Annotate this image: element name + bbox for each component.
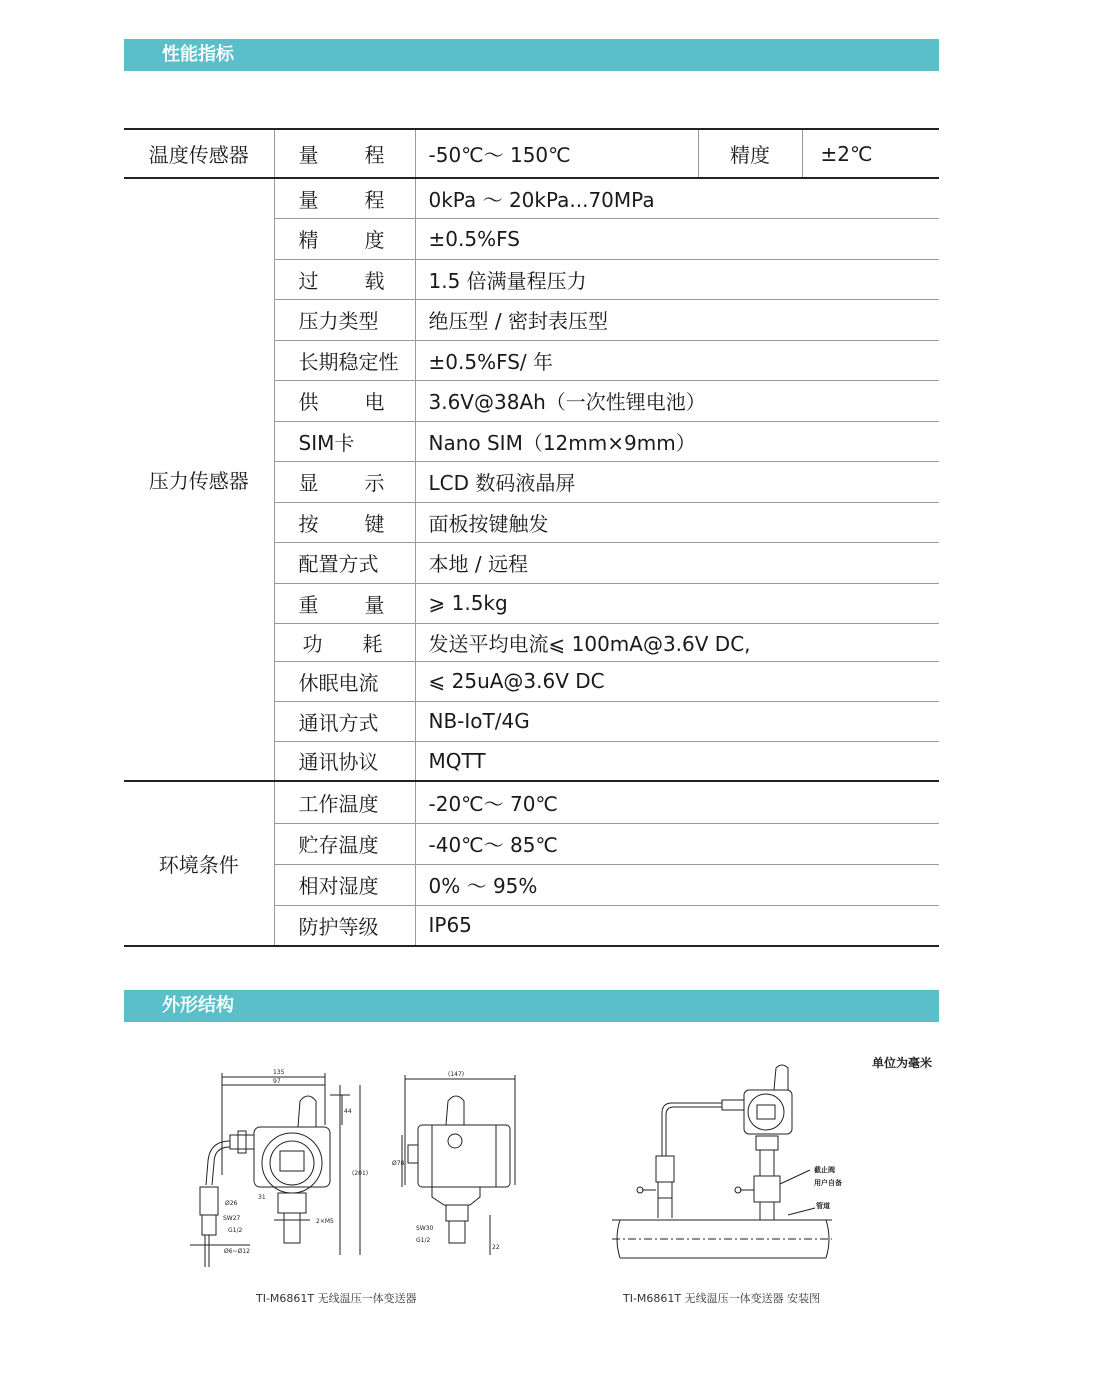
- spec-label: 通讯方式: [274, 701, 415, 741]
- unit-note: 单位为毫米: [872, 1056, 933, 1070]
- table-row: [124, 129, 939, 178]
- dim-label: (201): [352, 1170, 369, 1177]
- table-row: [124, 781, 939, 823]
- spec-label: SIM卡: [274, 421, 415, 461]
- spec-value: 3.6V@38Ah（一次性锂电池）: [415, 380, 939, 421]
- dim-label: 97: [273, 1078, 281, 1085]
- dim-label: Ø26: [225, 1200, 238, 1207]
- spec-label: 过 载: [274, 259, 415, 299]
- spec-label: 相对湿度: [274, 864, 415, 905]
- spec-label: 重 量: [274, 583, 415, 623]
- install-label-pipe: 管道: [816, 1202, 830, 1210]
- spec-label: 长期稳定性: [274, 340, 415, 380]
- dim-label: 2×M5: [316, 1218, 334, 1225]
- dim-label: Ø78: [392, 1160, 405, 1167]
- spec-value: NB-IoT/4G: [415, 701, 939, 741]
- spec-label: 显 示: [274, 461, 415, 502]
- spec-value: 1.5 倍满量程压力: [415, 259, 939, 299]
- spec-value: ±0.5%FS/ 年: [415, 340, 939, 380]
- dim-label: 44: [344, 1108, 352, 1115]
- dim-label: SW30: [416, 1225, 434, 1232]
- spec-label: 通讯协议: [274, 741, 415, 781]
- spec-label: 配置方式: [274, 542, 415, 583]
- precision-value: ±2℃: [802, 129, 939, 178]
- spec-value: 本地 / 远程: [415, 542, 939, 583]
- spec-label: 功 耗: [274, 623, 415, 661]
- spec-label: 休眠电流: [274, 661, 415, 701]
- precision-label: 精度: [698, 129, 802, 178]
- dim-label: G1/2: [416, 1237, 431, 1244]
- spec-value: -20℃～ 70℃: [415, 781, 939, 823]
- drawing-caption: TI-M6861T 无线温压一体变送器 安装图: [623, 1292, 821, 1305]
- group-temperature: 温度传感器: [124, 129, 274, 178]
- spec-value: 面板按键触发: [415, 502, 939, 542]
- dim-label: 31: [258, 1194, 266, 1201]
- group-pressure: 压力传感器: [124, 178, 274, 781]
- spec-value: Nano SIM（12mm×9mm）: [415, 421, 939, 461]
- spec-label: 按 键: [274, 502, 415, 542]
- spec-value: ⩾ 1.5kg: [415, 583, 939, 623]
- spec-label: 压力类型: [274, 299, 415, 340]
- dim-label: Ø6~Ø12: [224, 1248, 250, 1255]
- spec-value: ⩽ 25uA@3.6V DC: [415, 661, 939, 701]
- dim-label: G1/2: [228, 1227, 243, 1234]
- spec-value: ±0.5%FS: [415, 218, 939, 259]
- spec-table: [124, 128, 939, 947]
- table-row: [124, 178, 939, 218]
- group-environment: 环境条件: [124, 781, 274, 946]
- spec-label: 精 度: [274, 218, 415, 259]
- spec-label: 量 程: [274, 129, 415, 178]
- spec-label: 工作温度: [274, 781, 415, 823]
- spec-value: -50℃～ 150℃: [415, 129, 698, 178]
- dim-label: (147): [448, 1071, 465, 1078]
- spec-value: 0% ～ 95%: [415, 864, 939, 905]
- spec-value: 0kPa ～ 20kPa...70MPa: [415, 178, 939, 218]
- spec-value: 绝压型 / 密封表压型: [415, 299, 939, 340]
- install-label-user: 用户自备: [814, 1179, 842, 1187]
- drawing-caption: TI-M6861T 无线温压一体变送器: [256, 1292, 417, 1305]
- spec-label: 贮存温度: [274, 823, 415, 864]
- spec-value: IP65: [415, 905, 939, 946]
- dim-label: 22: [492, 1244, 500, 1251]
- dim-label: SW27: [223, 1215, 241, 1222]
- install-label-valve: 截止阀: [814, 1166, 835, 1174]
- section-title-structure: 外形结构: [124, 990, 939, 1022]
- dimension-drawing: [170, 1065, 530, 1275]
- spec-value: 发送平均电流⩽ 100mA@3.6V DC,: [415, 623, 939, 661]
- installation-drawing: [610, 1060, 842, 1265]
- dim-label: 135: [273, 1069, 285, 1076]
- section-title-performance: 性能指标: [124, 39, 939, 71]
- spec-label: 防护等级: [274, 905, 415, 946]
- spec-value: MQTT: [415, 741, 939, 781]
- spec-label: 量 程: [274, 178, 415, 218]
- spec-value: -40℃～ 85℃: [415, 823, 939, 864]
- spec-label: 供 电: [274, 380, 415, 421]
- spec-value: LCD 数码液晶屏: [415, 461, 939, 502]
